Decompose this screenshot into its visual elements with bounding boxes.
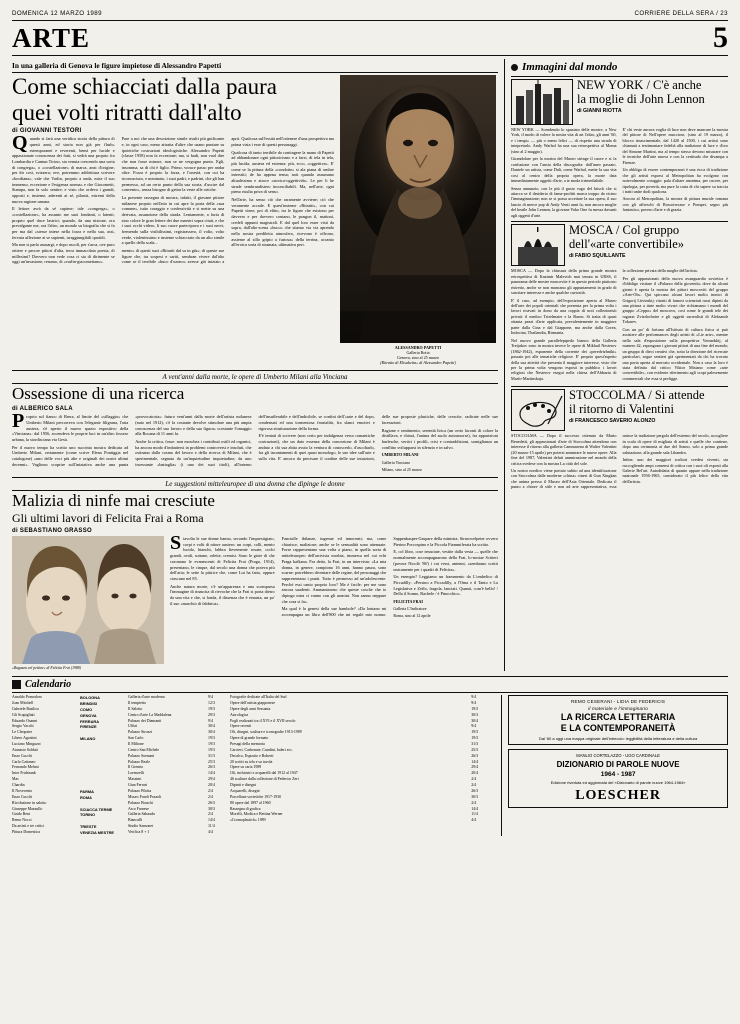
main-column <box>12 59 498 671</box>
bullet-icon <box>511 64 518 71</box>
cal-date2: 19/3 <box>471 706 479 711</box>
lead-paragraph: mento» di questi suoi «Ritratti dal sa in giù»; di queste sue figure che, tra sospesi e cariti, sembran vivere dal'alto come se il terribile «buco d'ozono» avesse già iniziato a aprii. Qualcosa sull'essità nell'ottenere d'una prospettiva ma prima vista i esse di questi personaggi. <box>121 136 334 265</box>
cal-description: Oli, inchiostri e acquarelli dal 1912 al 1947 <box>230 771 298 776</box>
new-york-paragraph: E' chi veste ancora voglia di luce non deve mancare la mostra del pittore di Nell'opere mucciose, (sino al 19 marzo), il blocco rinascimentale, dal 1420 al 1500, i cui artisti sono chiamati a testimoniare fedeltà alla tradizione di luce e d'oro del Simone Martini, ma al tempo stesso devono misurare con le tecniche dell'arte nuova e con la certitudo che divampa a Firenze. <box>622 127 728 165</box>
stoccolma-paragraph: STOCCOLMA — Dopo il successo ottenuto da Mario Benedetti, gli appassionati d'arte di Stoccolma attendono con interesse il ritorno alla galleria Cammarena di Walter Valentini (20 marzo-15 aprile) per potersi ammirare le nuove opere. Alla fine del 1987, Valentini deluti ammirazione nel mondo della critica svedese con la mostra La città del sole. <box>511 433 617 466</box>
article3-paragraph: Ma qual è la genesi della sue bambole? «Da lontano mi accompagna un libro dell'800 che mi regalò mio nonno: Sappenkasper-Gaspare della ministra, Struwwelpeter ovvero Pierino Porcospino e la Piccola Fiammiferaia ha scritto. <box>281 536 498 617</box>
cal-date: 29/4 <box>208 777 215 782</box>
cal-city: FERRARA <box>80 718 100 724</box>
ad2-title: DIZIONARIO DI PAROLE NUOVE <box>556 759 680 769</box>
cal-artist: Il Novecento <box>12 788 33 793</box>
cal-date: 19/3 <box>208 747 215 752</box>
lead-paragraph: Qualcosa di tanto terribile da contingere la mano di Papetti ad abbandonare ogni pittoricismo e a farsi, di tela in tela, più lucida, austera ed estrema: più, ecco, «oggettiva». E' come se la pittura della «condotte» si ala piana di ombre interstiti; de ha appena tensa; noti quando assumano altualissima e atroce «storica-oggettività». Le per li he strade sembrandistero inconciliabili. Ma, nell'arte, ogni pieno risulta priva di senso. <box>231 149 334 195</box>
cal-artist: Joan Mitchell <box>12 701 34 706</box>
article3-subhead: Gli ultimi lavori di Felicita Frai a Roma <box>12 510 204 525</box>
cal-date2: 25/3 <box>471 747 479 752</box>
article3-kicker: Le suggestioni mitteleuropee di una donna che dipinge le donne <box>165 480 345 489</box>
cal-date: 30/4 <box>208 724 215 729</box>
cal-date: 14/4 <box>208 818 215 823</box>
article3-byline: di SEBASTIANO GRASSO <box>12 528 93 535</box>
cal-artist: Le Cleopatre <box>12 730 33 735</box>
cal-date: 30/3 <box>208 806 215 811</box>
immagini-dal-mondo-header <box>511 61 728 73</box>
cal-date: 14/4 <box>208 771 215 776</box>
lead-headline-2: quei volti ritratti dall'alto <box>12 100 242 126</box>
cal-artist: Libero Agostini <box>12 736 37 741</box>
portrait-illustration <box>340 75 496 343</box>
cal-date: 9/4 <box>208 695 213 700</box>
mosca-title-1: MOSCA / Col gruppo <box>569 223 680 238</box>
cal-description: Acquarelli, disegni <box>230 788 260 793</box>
cal-venue: Palazzo Strozzi <box>128 730 153 735</box>
cal-venue: Palazzo dei Diamanti <box>128 718 162 723</box>
cal-date2 <box>471 830 493 836</box>
lead-paragraph: Il lettore avrà da sé capirne; tale «congrega», o «costellazione», ha assunto me suoi fondanti, o latenti, proprio quel duce lastrici; quando, da una nizione, ora prevalgante me, ora l'altro, un mondo su biografia che si fa per ma dal «stesse intese nella forza e nella sua, assi, fervuta affezione ai se sapienti, irraggiungibili quotidi. <box>12 206 115 240</box>
cal-date: 19/3 <box>208 706 215 711</box>
cal-date: 2/4 <box>208 812 213 817</box>
cal-description: Rassegna di grafica <box>230 806 261 811</box>
cal-description <box>230 830 471 836</box>
ad2-authors: MANLIO CORTELAZZO - UGO CARDINALE <box>576 752 660 758</box>
cal-artist: Enzo Cucchi <box>12 753 32 758</box>
article2-caption-gallery: Galleria Vinciana <box>381 459 410 465</box>
cal-date: 29/3 <box>208 712 215 717</box>
cal-date: 12/3 <box>208 701 215 706</box>
cal-date2: 30/3 <box>471 794 479 799</box>
ad2-years: 1964 - 1987 <box>600 770 636 778</box>
article2-paragraph: Anche la critica, fosse: non moschea i contributi ostili ed organici, ha ancora modo d'imbattersi in problemi controversi e insoluti, che ostinano dalla cosmo del lavoro e della ricerca di Milani, che è sperimentale, segnata da un'inquietudine inquietudine, da uno incessante «battaglia» (i uno dei suoi titoli), all'interno dell'insufferabile e dell'indicibile, se confini dell'«arte e del dopo, condensati ed una tormentosa frontalità, fra slanci emotivi e rigorosa strutturazione della forma. <box>135 414 375 467</box>
mosca-byline: di FABIO SQUILLANTE <box>569 253 626 260</box>
cal-venue: Il Salotto <box>128 706 143 711</box>
cal-description: Oli, disegni, sculture e iconografie 1913-1989 <box>230 730 302 735</box>
cal-description: Fotografie dedicate all'Italia del Sud <box>230 695 287 700</box>
article2-caption-artist: UMBERTO MILANI <box>381 452 419 458</box>
new-york-title-1: NEW YORK / C'è anche <box>577 78 702 92</box>
cal-venue: San Carlo <box>128 736 144 741</box>
rule-under-section <box>12 55 728 56</box>
article3-paragraph: Stavolta le sue donne hanno, secondo l'imprestigiato, corpi e volti di nitore austero: un corpi, colli, mento lucido, bianchi, labbra lievemente rosate, occhi grandi, ovali, sottane, orlette, cremisi. Sono le gioie di che coronano le evanescenti di Felicita Frai (Praga, 1914), presentano, le cinque, dal secolo una donna che poteva più dell'aria; le sette la pittrice che, come Lui ha fatto, oppure ciascuno nel 85. <box>170 532 275 581</box>
cal-date2: 14/4 <box>471 806 479 811</box>
lead-body <box>12 132 334 265</box>
cal-date: 25/3 <box>208 759 215 764</box>
cal-city: BOLOGNA <box>80 695 100 701</box>
cal-city: FIRENZE <box>80 724 97 730</box>
cal-city: TRIESTE <box>80 824 97 830</box>
article3-body <box>170 532 498 619</box>
article3-paragraph: E, col libro, cose tenaciate, vestite dalla vesta — quelle che normalmente accompagnarono della Frai, lo-nosiae Scitteri (povera Nicolò '86') i cui versi, antenni, «sembrano scritti unicamente per i quadri di Felicita». <box>393 549 498 572</box>
cal-date: 11/4 <box>208 824 215 829</box>
cal-date2: 29/4 <box>471 765 479 770</box>
new-york-paragraph: Un obbligo di essere contemporanei è una ricca di tradizione che gli artisti esporsi al Metropolitan ha svolgono con notevolmente coraggio: pala d'altare anonima, per cucere, per tipologia, per povertà, ma pure la carta di chi sapere su traccia i tratti unite dodi qualcosa. <box>622 167 728 194</box>
cal-date2: 30/4 <box>471 718 479 723</box>
new-york-paragraph: NEW YORK — Scendendo lo spaziato delle mostre, a New York, il modo di volere la nostra vita di art l'altro, gli anni '60, e i tempi» — più o meno felici — di rispetto una strada di intepretarlo. Andy Warhol ha una sua retrospettiva al Moma (sino al 2 maggio). <box>511 127 617 154</box>
cal-city: BRINDISI <box>80 701 98 707</box>
rule-kicker <box>12 72 498 73</box>
cal-artist: Mac <box>12 777 19 782</box>
article2-caption-dates: Milano, sino al 25 marzo <box>381 466 422 472</box>
mosca-paragraph: Nel nuovo grande parallelepipedo bianco della Galleria Tretjakov sono in mostra invece le opere di Mikhail Nesterov (1862-1942), esponente della corrente dei «peredvizhniki» passato poi alle tematiche religiose. E' proprio quest'aspetto della sua attività che presenta il maggiore interesse, visto che per la prima volta vengono esposti in pubblico i lavori religiosi che Nesterov eseguì nella chiesa dell'Abbazia di Marfo-Mariinskaja. <box>511 337 617 381</box>
cal-artist: Atanasio Soldati <box>12 747 38 752</box>
stoccolma-body <box>511 433 728 490</box>
cal-date: 2/4 <box>208 788 213 793</box>
lead-paragraph: Nell'arte, ha senso ciò che raramente avviene; ciò che veramente accade. E quest'insieme «Ritratti», con cui Papetti viene, poi di elitto, tra le figure che esistono per davvero e per davvero contano, le pongon il, mattoni, credeli appunti magistrali. E dal quel loro esser visti da sopra, dall'alto-scena «buco» che stiamo via via aprendo nella nostra prediletta atmosfera, ricevono è offrono, assieme al sillo gripto a furiosa» della terrina, accanto all'eroica sorta di stramata, ultimativa peri. <box>231 197 334 248</box>
cal-description: Astrologica <box>230 712 249 717</box>
lead-photo-caption <box>340 345 496 365</box>
cal-city: MILANO <box>80 736 96 742</box>
cal-venue: Bianculli <box>128 818 143 823</box>
rule-right-1 <box>511 76 728 77</box>
cal-description: Opere dell'artista giapponese <box>230 701 275 706</box>
masthead <box>12 10 728 19</box>
article3-caption-artist: FELICITA FRAI <box>393 598 423 604</box>
cal-description: Dipinti e disegni <box>230 783 256 788</box>
cal-venue: Centro d'arte La Maddalena <box>128 712 172 717</box>
lead-kicker: In una galleria di Genova le figure impietose di Alessandro Papetti <box>12 61 222 70</box>
ad1-title: LA RICERCA LETTERARIA <box>560 711 676 722</box>
page-columns <box>12 59 728 671</box>
new-york-body <box>511 127 728 218</box>
cal-artist: Luciano Minguzzi <box>12 742 41 747</box>
cal-date2: 2/4 <box>471 777 477 782</box>
moscow-kremlin-illustration <box>511 224 565 266</box>
mosca-paragraph: Con un po' di fortuna all'Istituto di cultura fisica si può assistere alle performances degli artisti di «Lie arte», mentre nella sala d'esposizione sulla prospettiva Vernadskij, al numero 42, espongono i giovani pittori di una fine del mondo; un gruppo di dieci creativi che, sotto la direzione del ricercate particolari, segue sentieri già sperimentati da chi ha trovato una porta aperta al mercato occidentale. Non a caso la loro è stata definita dal critico Viktor Misiano come «arte convertibile», con evidente riferimento agli scopi palesemente commerciali che essa si prefigge. <box>622 326 728 381</box>
new-york-paragraph: Senza annunzio, con le più il gusto vago del kitsch che si attacca se il desiderio di fama-profitti marca troppo da vicino l'immaginazione; non se si possa accettare la sua opera, il suo lancio di merce pop di Andy Venti anni fa, non ancora moglie del beatle John Lennon, la giovane Yoko One fu messa davanti agli oggetti d'arte. <box>511 185 617 218</box>
cal-city: SCIACCA TERME <box>80 806 113 812</box>
ad2-blurb: Edizione riveduta ed aggiornata del «Dizionario di parole nuove 1964-1984» <box>550 779 686 785</box>
article2-paragraph: Proprio sul fianco di Brera, al limite del «sillaggio» che Umberto Milani percorreva con l'elegante filigrana, l'aria austera, s'è aperto il nuovo spazio espositivo della «Vinciana»: dal 1956, accendeva le proprie luci in un'altro fossero urbana, la stordisciana via Gesù. <box>12 410 129 442</box>
cal-date: 30/4 <box>208 730 215 735</box>
cal-description: «Cromoplastich» 1989 <box>230 818 266 823</box>
cal-date2: 26/3 <box>471 753 479 758</box>
photo-gallery: Galleria Rotta <box>406 350 430 356</box>
cal-artist: Rivoluzione in salotto <box>12 800 47 805</box>
article3-paragraph: Un esempio? Leggiamo un frammento da L'ombelico di Piccadilly: «Persino a Piccadilly, a l'Oma e il Tanto e La Legislativa e Zeffo, fragola, lanciati. Quanti, com'è bello! / Della il Sonno, Rachele / è Pinocchio». <box>393 574 498 597</box>
cal-venue: Palazzo Sormani <box>128 753 155 758</box>
page-number: 5 <box>713 21 728 54</box>
cal-date: 26/3 <box>208 765 215 770</box>
new-york-byline: di GIANNI RIOTTA <box>577 108 622 114</box>
cal-venue: Il Milione <box>128 742 144 747</box>
cal-description: Carcieri, Carbonate, Cundini, baleri ecc. <box>230 747 293 752</box>
calendar-icon <box>12 680 21 689</box>
cal-description: Opere recenti <box>230 724 252 729</box>
cal-venue: Palazzo Reale <box>128 759 150 764</box>
article2-paragraph: Ragione e sentimento, serenità lirica (un certo laconti di colore la distillava, e chissà, l'anima del suolo autoassorse), fra apparizioni burlesche, vertici i profili, crisi e contraddizioni, somiglianza un conflitto svilupparsi in silenzio e in salvo. <box>381 427 498 450</box>
right-column <box>504 59 728 671</box>
cal-description: Opere su carta 1989 <box>230 765 262 770</box>
cal-artist: Inter Fruhtrunk <box>12 771 36 776</box>
ad-loescher-ricerca-letteraria <box>508 695 728 745</box>
ad1-blurb: Dal '60 a oggi una mappa originale dell'intreccio: leggibilità della letteratura e della cultura <box>538 735 698 741</box>
cal-artist: Sergio Vacchi <box>12 724 34 729</box>
cal-date2: 26/3 <box>471 788 479 793</box>
cal-date2: 30/3 <box>471 712 479 717</box>
calendar-header <box>12 676 728 693</box>
cal-description: Morelli, Modica e Bettina Werner <box>230 812 283 817</box>
immagini-dal-mondo-title: Immagini dal mondo <box>522 61 618 73</box>
cal-venue: Palazzo Braschi <box>128 800 153 805</box>
cal-venue: Il Gremio <box>128 765 144 770</box>
article2-kicker: A vent'anni dalla morte, le opere di Umberto Milani alla Vinciana <box>162 373 348 382</box>
cal-city: GENOVA <box>80 712 97 718</box>
article2-body <box>12 410 498 472</box>
cal-date2: 4/4 <box>471 818 477 823</box>
cal-description: 20 scritti su tela e su tavola <box>230 759 273 764</box>
lead-headline-1: Come schiacciati dalla paura <box>12 74 278 99</box>
cal-artist: Enzo Cucchi <box>12 794 32 799</box>
photo-title: (Ritratto di Elisabetta» di Alessandro Papetti) <box>380 360 456 366</box>
cal-description: Presagi della memoria <box>230 742 265 747</box>
ad-loescher-dizionario <box>508 749 728 808</box>
cal-date2: 19/3 <box>471 736 479 741</box>
article3-caption-dates: Roma, sino al 12 aprile <box>393 613 431 619</box>
stoccolma-title-2: il ritorno di Valentini <box>569 401 674 416</box>
cal-description: Decalco, Esposito e Roberti <box>230 753 274 758</box>
cal-date2: 9/4 <box>471 701 477 706</box>
lead-byline: di GIOVANNI TESTORI <box>12 128 82 135</box>
stockholm-palette-illustration <box>511 389 565 431</box>
cal-artist: Gabriele Basilico <box>12 706 40 711</box>
cal-date2: 9/4 <box>471 695 477 700</box>
cal-venue: Galleria Sabauda <box>128 812 155 817</box>
new-york-paragraph: Ancora al Metropolitan, la mostra di pittura murale romana con gli affreschi di Boscotrecase e Pompei, segno più fantastico, povero d'arte e di grazia. <box>622 196 728 213</box>
cal-artist: Remo Nocci <box>12 818 32 823</box>
cal-city: TORINO <box>80 812 96 818</box>
mosca-paragraph: Per gli appassionati della nuova avanguardia sovietica è d'obbligo visitare il «Palazzo della gioventù» dove da alcuni giorni è aperta la mostra dei pittori moscoviti del gruppo «Arte-Ob». Qui spiccano alcuni lavori molto ironici di Grigorij Litvinskij: ritratti di famosi scienziati russi dipinti da una pittura a tinte molto vivaci che richiamano i mondi del gruppo «Ceppo» del moscovo, così come le grandi tele dei ragazzi Zvizdochoire e gli oggetti surrealisti di Aleksandr Tokarev. <box>622 275 728 325</box>
cal-date: 9/4 <box>208 718 213 723</box>
cal-description: Opere di grande formato <box>230 736 269 741</box>
cal-artist: Pittura Domestica <box>12 829 40 834</box>
cal-venue: Museo Fondi Pozzoli <box>128 794 162 799</box>
section-header <box>12 21 728 54</box>
cal-venue: Studio Sansonet <box>128 824 154 829</box>
cal-date2: 2/4 <box>471 783 477 788</box>
cal-artist: Da artisti e tre critici <box>12 824 45 829</box>
cal-venue: Lorenzelli <box>128 771 144 776</box>
lead-photo <box>340 75 496 343</box>
lead-paragraph: Quando si farà una veridica storia della pittura di questi anni, ed storia non già per flash» estemporanei e reverenti, bensì per lucide e appassionate conoscenza dei fatti, si vedrà una proprio fra Lombardia e Cantun Ticino, sia venuta crescendo una sorta di congrega», o «costellazione» di marca, anzi d'origine, per dir così, svizzera; ove, potremmo addirittura scrivere «bordiana»; vale che Varlin, proprio a onda, mise il suo immenso, eccezione e l'esigenza norma» e che Giacometti, Stampa, non fa solo sentire; e visto che ordeva i grandi, opposti e, insieme, aderenti ai sé, pilastri, estremi della nuova ragione umana. <box>12 132 115 204</box>
cal-date2: 11/4 <box>471 812 478 817</box>
calendar-table <box>12 695 493 836</box>
rule-right-3 <box>511 386 728 387</box>
cal-venue: Il tempietto <box>128 701 147 706</box>
article3-photo-caption: «Ragazza col pettine» di Felicita Frai (1988) <box>12 666 81 671</box>
article3-paragraph: Anche natura morte, c'è un'apparenza e una scomparsa l'immagine di rinascita di rievoche che la Frai si porta dietro da una vita e che, si fonda, il dissenza che è rimasta, un po' il suo «marchio di fabbrica». <box>170 583 275 606</box>
rule-article3 <box>12 477 498 478</box>
cal-venue: Palazzo Pilotta <box>128 788 152 793</box>
lead-paragraph: Pare a noi che una descrizione simile risulti più gnificante e, in ogni caso, meno attratta d'altre che usano puntare su ipotetiche costruzioni ideologistiche. Alessandro Papetti (classe 1958) non fa eccezione; ma, si badi, non vuol dire che non fosse minore, non se ne vergogna punto. Egli, insomma, sa di chi è figlio. Primo, vorace passo per andar oltre. Forza è proprio la forza, e l'onestà, con cui ha riconosciuto, e nominato, i suoi padri, e padrini, che gli han permesso, ad un certo punto della sua storia, d'uscire dal convento», senza bisogno di gettar la veste alle ortiche. <box>121 136 225 193</box>
cal-artist: Gli Scapigliati <box>12 712 35 717</box>
lead-paragraph: La presente rassegna di mostra, infatti, il giovane pittore milanese proprio nell'atto in cui apre la porta della «sua comune», tutto coraggio e confessività e si mette su una derivata, assunzione della strada. Lentamente, a furia di sino colore le gran lettere dei due maestri sopra citati, e che i suoi occhi videro, li suo cuore partecipava e i suoi nervi, fremendo sulla visibilissimi, registrassero, il volto, volto verde, violentissimo e insieme schiacciato da un alto simile a quello della scala... <box>121 195 225 246</box>
mosca-title-2: dell'«arte convertibile» <box>569 236 685 251</box>
cal-date2: 31/3 <box>471 742 479 747</box>
cal-date2: 14/4 <box>471 759 479 764</box>
cal-venue: Massimi <box>128 777 142 782</box>
mosca-paragraph: la collezione privata della moglie dell'artista. <box>622 268 698 274</box>
article3-photo <box>12 536 164 664</box>
cal-date2: 2/4 <box>471 800 477 805</box>
new-york-title-2: la moglie di John Lennon <box>577 91 705 106</box>
cal-description: 46 sculture dalla collezione di Federico Zeri <box>230 777 299 782</box>
cal-venue: Centro San Michele <box>128 747 160 752</box>
new-york-skyline-illustration <box>511 79 573 125</box>
cal-artist: Eduardo Osanni <box>12 718 38 723</box>
ad1-title2: E LA CONTEMPORANEITÀ <box>560 722 676 733</box>
stoccolma-paragraph: Un nostro nordico viene portato subito ad una identificazione con Stoccolma dalle moderne «china» cinesi di Gun Xingkan che anima presso il Museo dell'Asia Orientale. Dedicata il punto a chiave di stile e non ad arte rappresentativa, essa unisce la tradizione pergola dell'estremo del secolo, accogliere in scala di opere di migliaia di artisti e quelle che contiene, dopo una cerimonia ai due del Sonno, solo a prima grande salutazione, alla grande sala Libandra. <box>511 433 728 490</box>
cal-artist: Arnaldo Pomodoro <box>12 695 42 700</box>
cal-date: 20/4 <box>208 783 215 788</box>
cal-description: 80 opere dal 1897 al 1960 <box>230 800 271 805</box>
stoccolma-paragraph: Infine, uno dei maggiori scultori svedesi viventi, sta raccogliendo ampi consensi di critica con i suoi oli esposti alla Galerie Bel'art. Autodidatta di quanto appare nella tradizione nazionale 1956-1965, considerato il più felice della vita dell'artista. <box>622 457 728 484</box>
cal-venue: Verifica 8 + 1 <box>128 829 150 834</box>
section-title: ARTE <box>12 22 91 53</box>
cal-city: ROMA <box>80 794 92 800</box>
article2-paragraph: E'è tentati di scrivere (non certo per indulgenza verso romantiche costruzioni), che un dato essenza della concezione di Milani è andato a chi sua abita avuto la ventura di conoscerlo, d'ascoltarlo, fra gli incantamenti di quei quasi monologo, le sue idee sull'arte e sulla vita. E' ancora da precisare il confine delle sue intuizioni, delle sue proposte plastiche, delle crescite, radicate nelle sue lacerazioni. <box>258 414 498 461</box>
cal-date2: 9/4 <box>471 724 477 729</box>
cal-artist: Carlo Cattaneo <box>12 759 36 764</box>
cal-date: 19/3 <box>208 742 215 747</box>
mosca-paragraph: E' il caso, ad esempio, dell'esposizione aperta al Museo dell'arte dei popoli orientali che presenta per la prima volta i lavori ricavati in dono da una coppia di noti collezionisti privati: il medico Tsirelmaier e la Baron. Si tratta di quasi ottanta pezzi d'arte applicata, prevalentemente in maggiore parte dalla Cina e dal Giappone, ma anche dalla Corea, Indocina, Thailandia, Birmania. <box>511 297 617 336</box>
lead-paragraph: Ma non si parla assuargi, e dopo uscoli, per s'arca, ove puro ottiere e pecore pittori d'alta, terra immacolata poesia, di millesimi? Davvero non vede cosa ci sia di dirimente se oggi un'invasione, resumo, di «varlin-giacometiano». <box>12 242 115 265</box>
cal-date: 4/4 <box>208 829 213 834</box>
woman-portrait-illustration <box>12 536 164 664</box>
article2-paragraph: Per il nuovo tempo ha scritto uno succinta mostra dedicata ad Umberto Milani, certamente (come scrive Elena Pontiggia nel catalogone) «uno delle voci più alte e originali dei nostri ultimi decenni». Vagliono scoprire sull'iniziativa anche una punta «provocatoria»: futuro vent'anni dalla morte dell'artista milanese (nato nel 1912), c'è la costante devolve stimolare una più ampia conoscenza del suo lavoro e della sua figura» scostante l'omaggio alla Rocana di 11 anni fa. <box>12 414 252 467</box>
cal-description: Fogli realizzati tra il XVI e il XVII secolo <box>230 718 296 723</box>
article3-headline: Malizia di ninfe mai cresciute <box>12 491 215 511</box>
stoccolma-title-1: STOCCOLMA / Si attende <box>569 388 705 403</box>
cal-artist: Guido Reni <box>12 812 31 817</box>
cal-venue: Arco Farnese <box>128 806 149 811</box>
article3-caption-gallery: Galleria L'Indicatore <box>393 606 427 612</box>
cal-date2: 20/4 <box>471 771 479 776</box>
rule-article2 <box>12 370 498 371</box>
cal-artist: Giuseppe Mazzullo <box>12 806 43 811</box>
article2-byline: di ALBERICO SALA <box>12 406 73 413</box>
cal-venue: Gian Ferrari <box>128 783 148 788</box>
ad2-publisher: LOESCHER <box>575 787 661 803</box>
table-row <box>12 830 493 836</box>
article3-paragraph: Fanciulle ibilanze, ingenue ed innocenti; ma, come chiarisce, maliziose; anche se le sensualità sono attenuate. Forse rappresentano una volta a piano, in quella sorta di mitteleuropeo dell'arrivista morbia, immersa nel cui echi Praga kafkana. Fra detto, la Frai, in un intervista: «La mia donna, in genere, compiono 16 anni, hanno paura, sono scarne: potrebbero diventare delle regine, del personaggi che rappresentano i punti. Tutto è permesso ad un'adolescente. Perché essi canto proprio loro? Ma è facile: per me sono ancora suadenti. Ammantarono che queste cosche che io dipingo mira ci vanno con gli uomini. Non sanno neppure che cosa si fa». <box>281 536 387 604</box>
ad1-subtitle: il materiale e l'immaginario <box>588 705 649 711</box>
cal-venue: Galleria d'arte moderna <box>128 695 165 700</box>
mosca-paragraph: MOSCA — Dopo la chiusura della prima grande mostra retrospettiva di Kazimir Malevich mai tenuta in URSS, il panorama delle mostre moscovite è in questo periodo piuttosto ristretto, anche se non mancano gli appuntamenti in grado di suscitare interesse e anche qualche curiosità. <box>511 268 617 296</box>
cal-date: 2/4 <box>208 794 213 799</box>
cal-date: 31/3 <box>208 753 215 758</box>
cal-description: Opere degli anni Sessanta <box>230 706 271 711</box>
masthead-publication: CORRIERE DELLA SERA / 23 <box>634 10 728 17</box>
calendar-title: Calendario <box>25 678 72 690</box>
cal-city: VENEZIA MESTRE <box>80 829 115 835</box>
photo-dates: Genova, sino al 25 marzo <box>397 355 439 361</box>
cal-date: 19/3 <box>208 736 215 741</box>
ad1-authors: REMO CESERANI - LIDIA DE FEDERICIS <box>571 698 666 704</box>
stoccolma-byline: di FRANCESCO SAVERIO ALONZO <box>569 418 656 425</box>
photo-artist: ALESSANDRO PAPETTI <box>394 345 442 350</box>
cal-artist: Fernando Melani <box>12 765 39 770</box>
cal-date: 26/3 <box>208 800 215 805</box>
article2-headline: Ossessione di una ricerca <box>12 384 185 404</box>
cal-venue: Uffizi <box>128 724 138 729</box>
cal-city: PARMA <box>80 788 94 794</box>
new-york-paragraph: Girandolare per la mostra del Museo stringe il cuore e si fa confusione con l'ansia della discografia: dall'aneo passato. Daniele un artista, come Dali, come Warhol, mette la sua vita cosi al centro della propria opera, la morte data immediatamente oggetti d'arte, a te moda irrimediabile. <box>511 156 617 184</box>
cal-date2: 19/3 <box>471 730 479 735</box>
cal-description: Porcellane sovietiche 1917-1930 <box>230 794 281 799</box>
cal-city: COMO <box>80 706 93 712</box>
mosca-body <box>511 268 728 383</box>
rule-right-2 <box>511 221 728 222</box>
cal-artist: Chardin <box>12 783 25 788</box>
masthead-date: DOMENICA 12 MARZO 1989 <box>12 10 102 17</box>
